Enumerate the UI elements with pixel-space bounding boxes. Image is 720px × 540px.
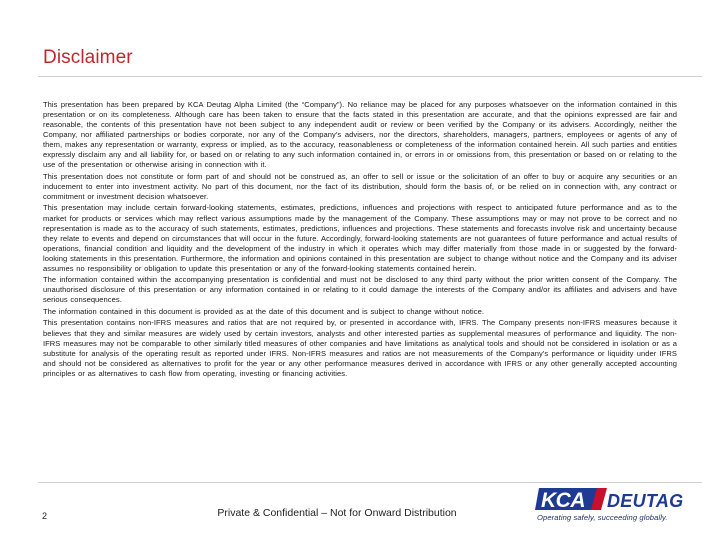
disclaimer-paragraph-1: This presentation has been prepared by KCA Deutag Alpha Limited (the “Company”). No reliance may be placed for any purposes whatsoever on the information contained in this presentation or on its completeness. Although care has been taken to ensure that the facts stated in this presentation are accurate, and that the opinions expressed are fair and reasonable, the contents of this presentation have not been subject to any independent audit or review or been verified by the Company or its advisers. Accordingly, neither the Company, nor affiliated partnerships or bodies corporate, nor any of the Company’s advisers, nor the directors, shareholders, managers, partners, employees or agents of any of them, makes any representation or warranty, express or implied, as to the accuracy, reasonableness or completeness of the information contained herein. All such parties and entities expressly disclaim any and all liability for, or based on or relating to any such information contained in, or errors in or omissions from, this presentation or based on or relating to the use of the presentation or otherwise arising in connection with it. — [43, 100, 677, 170]
logo-tagline: Operating safely, succeeding globally. — [537, 513, 668, 522]
page-title: Disclaimer — [43, 47, 133, 68]
page-number: 2 — [42, 511, 48, 521]
disclaimer-paragraph-6: This presentation contains non-IFRS measures and ratios that are not required by, or presented in accordance with, IFRS. The Company presents non-IFRS measures because it believes that they and similar measures are widely used by certain investors, analysts and other interested parties as supplemental measures of performance and liquidity. The non-IFRS measures may not be comparable to other similarly titled measures of other companies and have limitations as analytical tools and should not be considered in isolation or as a substitute for analysis of the operating result as reported under IFRS. Non-IFRS measures and ratios are not measurements of the Company’s performance or liquidity under IFRS and should not be considered as alternatives to profit for the year or any other performance measures derived in accordance with IFRS or any other generally accepted accounting principles or as alternatives to cash flow from operating, investing or financing activities. — [43, 318, 677, 378]
confidential-notice: Private & Confidential – Not for Onward Distribution — [217, 507, 457, 519]
disclaimer-paragraph-4: The information contained within the accompanying presentation is confidential and must not be disclosed to any third party without the prior written consent of the Company. The unauthorised disclosure of this presentation or any information contained in or relating to it could damage the interests of the Company and/or its affiliates and advisers and have serious consequences. — [43, 275, 677, 305]
footer-divider — [38, 482, 702, 483]
company-logo — [535, 486, 697, 526]
disclaimer-paragraph-3: This presentation may include certain forward-looking statements, estimates, predictions, influences and projections with respect to anticipated future performance and as to the market for products or services which may reflect various assumptions made by the management of the Company. These assumptions may or may not prove to be correct and no representation is made as to the accuracy of such statements, estimates, predictions, influences and projections. These statements and forecasts involve risk and uncertainty because they relate to events and depend on circumstances that will occur in the future. Accordingly, forward-looking statements are not guarantees of future performance and actual results of operations, financial condition and liquidity and the development of the industry in which it operates which may differ materially from those made in or suggested by the forward-looking statements in this presentation. Furthermore, the information and opinions contained in this presentation are subject to change without notice and the Company and its adviser assumes no responsibility or obligation to update this presentation or any of the forward-looking statements contained herein. — [43, 203, 677, 273]
logo-deutag-text: DEUTAG — [607, 491, 684, 511]
logo-kca-text: KCA — [541, 489, 585, 512]
title-divider — [38, 76, 702, 77]
kca-deutag-logo-mark — [535, 486, 697, 512]
disclaimer-paragraph-2: This presentation does not constitute or form part of and should not be construed as, an offer to sell or issue or the solicitation of an offer to buy or acquire any securities or an inducement to enter into investment activity. No part of this document, nor the fact of its distribution, should form the basis of, or be relied on in connection with, any contract or commitment or investment decision whatsoever. — [43, 171, 677, 201]
disclaimer-paragraph-5: The information contained in this document is provided as at the date of this document and is subject to change without notice. — [43, 306, 484, 316]
disclaimer-body — [43, 100, 677, 380]
